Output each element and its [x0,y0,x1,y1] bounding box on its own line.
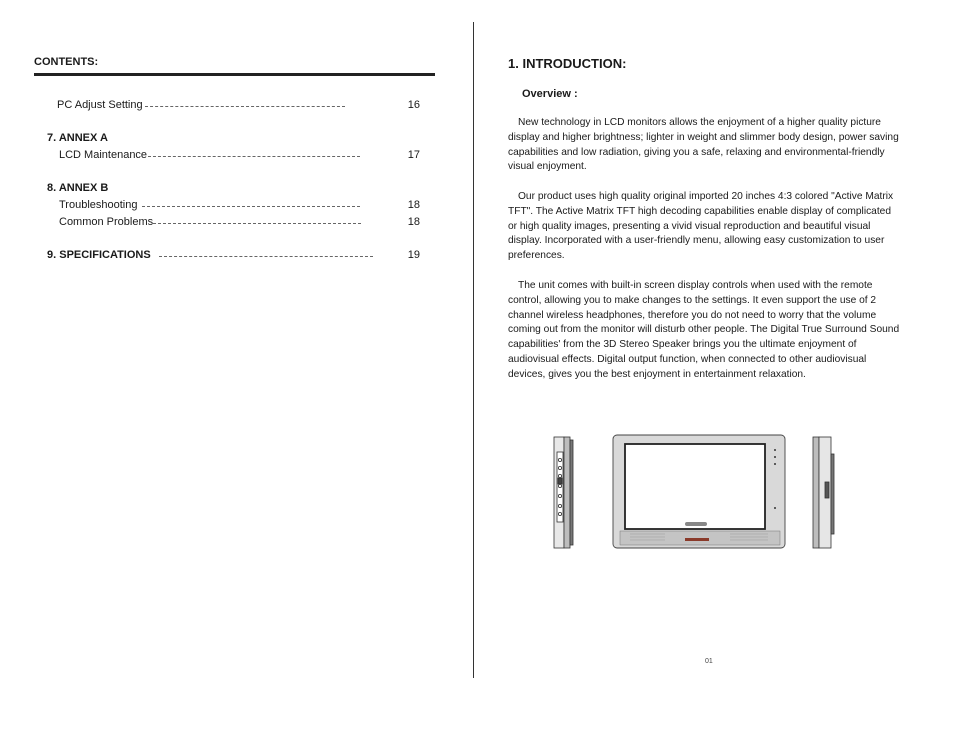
toc-leader [145,106,345,107]
toc-entry-label: Troubleshooting [59,199,138,211]
section-title: 1. INTRODUCTION: [508,56,627,71]
toc-entry-pc-adjust[interactable] [0,99,420,113]
toc-entry-label: 9. SPECIFICATIONS [47,249,151,261]
toc-page-number: 17 [407,149,420,161]
toc-leader [148,156,360,157]
tv-left-side-view [554,437,573,548]
page-number: 01 [705,658,713,665]
toc-entry-label: PC Adjust Setting [57,99,143,111]
toc-leader [159,256,373,257]
paragraph-3: The unit comes with built-in screen display controls when used with the remote control, allowing you to make changes to the settings. It even support the use of 2 channel wireless headphones, therefore you do not need to worry that the volume coming out from the monitor will disturb other people. The Digital True Surround Sound capabilities' from the 3D Stereo Speaker brings you the ultimate enjoyment of audiovisual effects. Digital output function, when connected to other audiovisual devices, gives you the best enjoyment in entertainment relaxation. [508,280,900,380]
toc-page-number: 16 [407,99,420,111]
tv-right-side-view [813,437,834,548]
paragraph-2: Our product uses high quality original imported 20 inches 4:3 colored "Active Matrix TFT". The Active Matrix TFT high decoding capabilities enable display of complicated or high quality images, presenting a vivid visual reproduction and beautiful visual display. Incorporated with a user-friendly menu, allowing easy customization to user preferences. [508,191,894,262]
paragraph-1: New technology in LCD monitors allows the enjoyment of a higher quality picture display and higher brightness; lighter in weight and slimmer body design, power saving capabilities and low radiation, giving you a safe, relaxing and environmental-friendly visual enjoyment. [508,117,899,173]
toc-leader [142,206,360,207]
section-subtitle: Overview : [522,88,578,100]
toc-entry-lcd-maintenance[interactable] [0,149,420,163]
toc-leader [153,223,361,224]
toc-page-number: 19 [407,249,420,261]
toc-entry-common-problems[interactable] [0,216,420,230]
toc-page-number: 18 [407,216,420,228]
toc-section-annex-a[interactable]: 7. ANNEX A [47,132,108,144]
tv-front-view [613,435,785,548]
contents-heading: CONTENTS: [34,56,99,68]
toc-entry-specifications[interactable] [0,249,420,263]
toc-entry-label: LCD Maintenance [59,149,148,161]
toc-section-annex-b[interactable]: 8. ANNEX B [47,182,109,194]
toc-entry-troubleshooting[interactable] [0,199,420,213]
toc-entry-label: Common Problems [59,216,154,228]
contents-rule [34,73,435,76]
lcd-tv-views-icon [540,430,860,550]
toc-page-number: 18 [407,199,420,211]
page-divider [473,22,474,678]
